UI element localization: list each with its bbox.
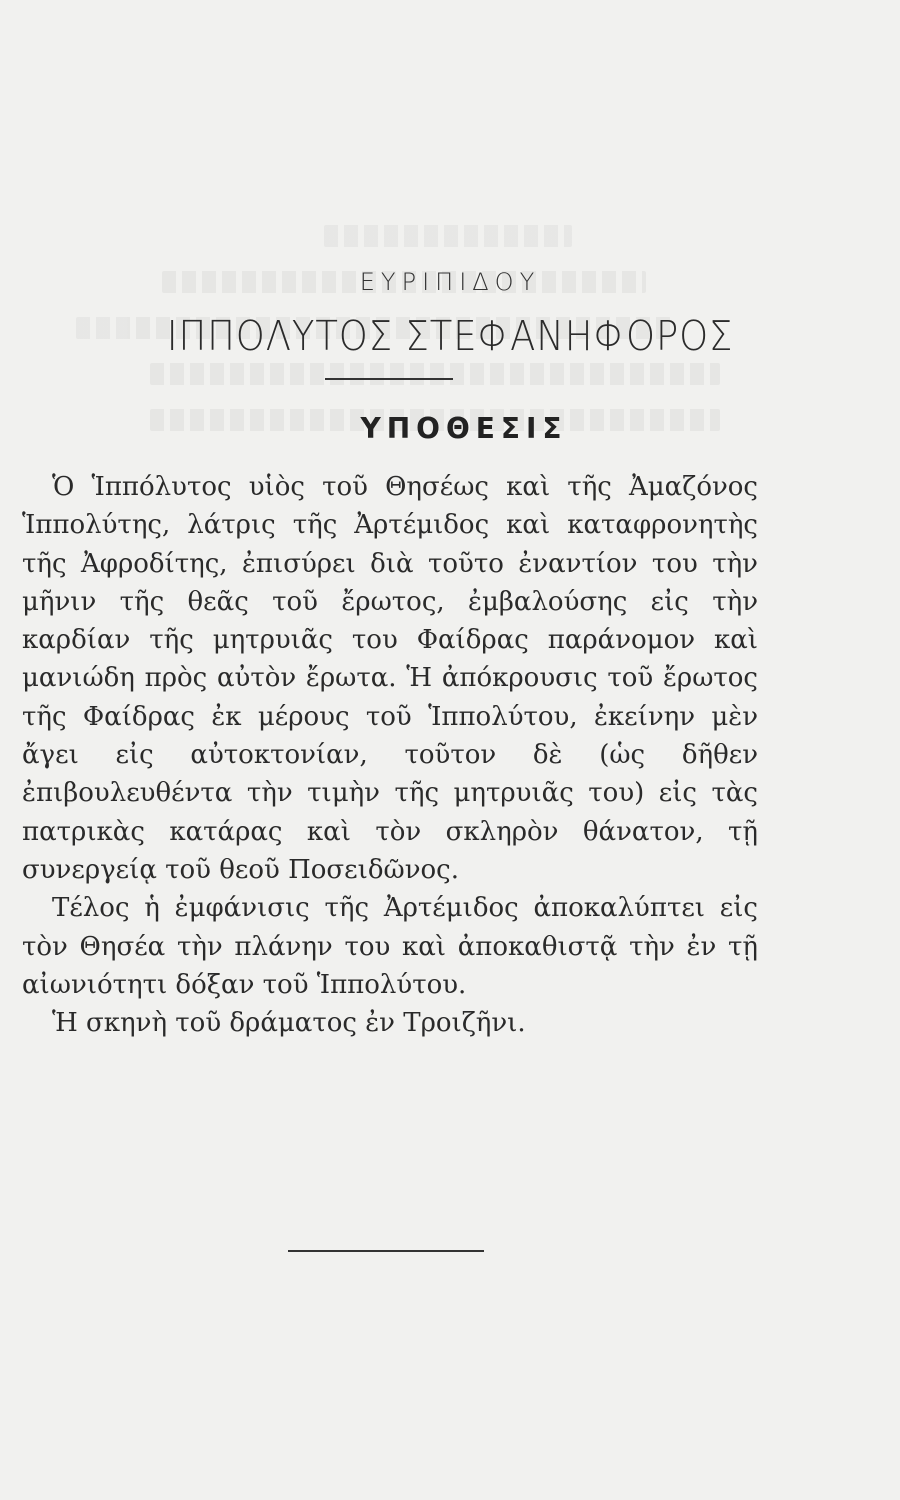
synopsis-paragraph: Ἡ σκηνὴ τοῦ δράματος ἐν Τροιζῆνι. [52, 1008, 526, 1039]
end-divider [288, 1250, 484, 1252]
play-title: ΙΠΠΟΛΥΤΟΣ ΣΤΕΦΑΝΗΦΟΡΟΣ [166, 312, 734, 360]
title-divider [325, 378, 453, 380]
section-heading: ΥΠΟΘΕΣΙΣ [360, 412, 568, 445]
synopsis-paragraph: Ὁ Ἱππόλυτος υἱὸς τοῦ Θησέως καὶ τῆς Ἀμαζόνος Ἱππολύτης, λάτρις τῆς Ἀρτέμιδος καὶ καταφρονητὴς τῆς Ἀφροδίτης, ἐπισύρει διὰ τοῦτο ἐναντίον του τὴν μῆνιν τῆς θεᾶς τοῦ ἔρωτος, ἐμβαλούσης εἰς τὴν καρδίαν τῆς μητρυιᾶς του Φαίδρας παράνομον καὶ μανιώδη πρὸς αὐτὸν ἔρωτα. Ἡ ἀπόκρουσις τοῦ ἔρωτος τῆς Φαίδρας ἐκ μέρους τοῦ Ἱππολύτου, ἐκείνην μὲν ἄγει εἰς αὐτοκτονίαν, τοῦτον δὲ (ὡς δῆθεν ἐπιβουλευθέντα τὴν τιμὴν τῆς μητρυιᾶς του) εἰς τὰς πατρικὰς κατάρας καὶ τὸν σκληρὸν θάνατον, τῇ συνεργείᾳ τοῦ θεοῦ Ποσειδῶνος. [22, 472, 758, 885]
author-name: ΕΥΡΙΠΙΔΟΥ [359, 268, 541, 296]
synopsis-paragraph: Τέλος ἡ ἐμφάνισις τῆς Ἀρτέμιδος ἀποκαλύπτει εἰς τὸν Θησέα τὴν πλάνην του καὶ ἀποκαθιστᾷ τὴν ἐν τῇ αἰωνιότητι δόξαν τοῦ Ἱππολύτου. [22, 893, 758, 1000]
synopsis-text [22, 468, 758, 1042]
